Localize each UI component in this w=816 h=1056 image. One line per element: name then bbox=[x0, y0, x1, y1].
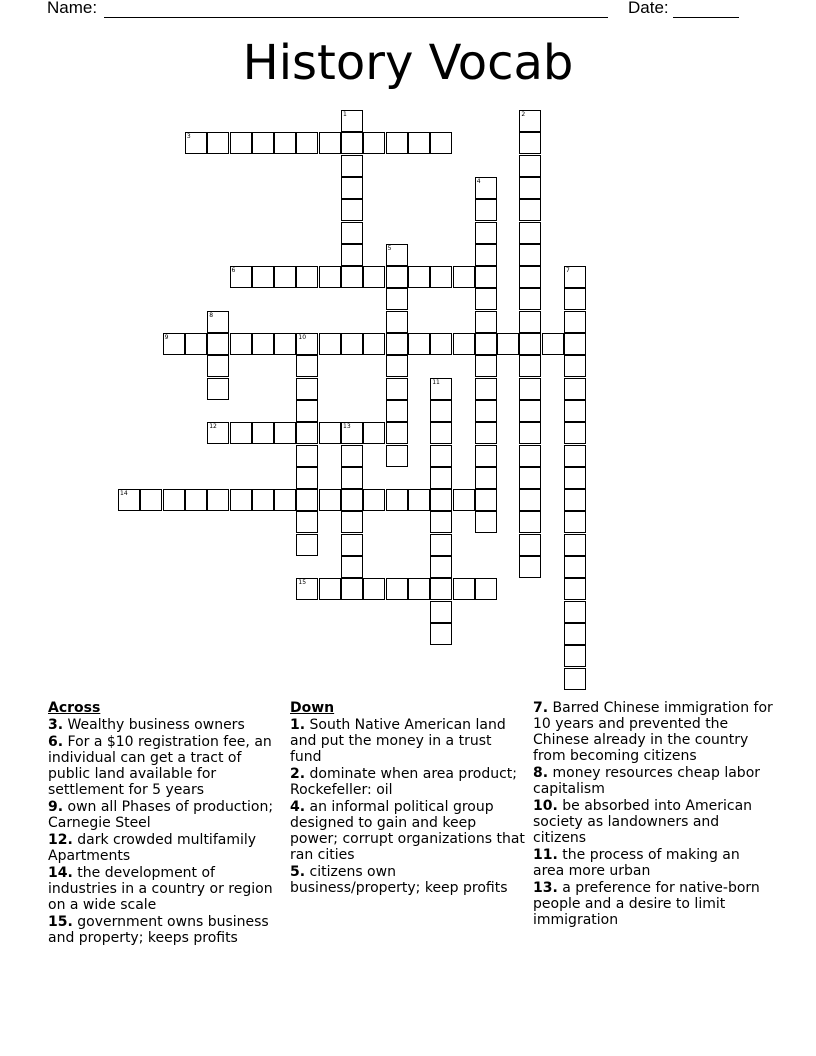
clue-text: South Native American land and put the money in a trust fund bbox=[290, 717, 506, 765]
grid-cell[interactable] bbox=[341, 511, 363, 533]
grid-cell[interactable] bbox=[430, 511, 452, 533]
grid-cell[interactable] bbox=[430, 623, 452, 645]
grid-cell[interactable] bbox=[475, 489, 497, 511]
grid-cell[interactable] bbox=[475, 288, 497, 310]
grid-cell[interactable] bbox=[519, 266, 541, 288]
grid-cell[interactable] bbox=[296, 467, 318, 489]
grid-cell[interactable] bbox=[296, 355, 318, 377]
grid-cell[interactable] bbox=[207, 355, 229, 377]
grid-cell[interactable] bbox=[230, 422, 252, 444]
clue-text: citizens own business/property; keep profits bbox=[290, 864, 508, 896]
clue-item bbox=[533, 798, 773, 846]
grid-cell[interactable] bbox=[564, 601, 586, 623]
grid-cell[interactable] bbox=[564, 511, 586, 533]
across-clues bbox=[48, 700, 284, 947]
grid-cell[interactable] bbox=[519, 288, 541, 310]
grid-cell[interactable] bbox=[408, 266, 430, 288]
clue-number: 12 bbox=[209, 423, 217, 431]
clue-item bbox=[533, 700, 773, 764]
grid-cell[interactable] bbox=[341, 266, 363, 288]
across-heading: Across bbox=[48, 700, 101, 716]
clue-number-label: 11. bbox=[533, 847, 558, 863]
down-clues bbox=[290, 700, 526, 897]
grid-cell[interactable] bbox=[519, 222, 541, 244]
grid-cell[interactable] bbox=[363, 422, 385, 444]
grid-cell[interactable] bbox=[341, 132, 363, 154]
clue-text: be absorbed into American society as landowners and citizens bbox=[533, 798, 753, 846]
clue-text: Wealthy business owners bbox=[63, 717, 245, 733]
grid-cell[interactable] bbox=[386, 489, 408, 511]
grid-cell[interactable] bbox=[185, 333, 207, 355]
clue-number-label: 9. bbox=[48, 799, 64, 815]
grid-cell[interactable] bbox=[363, 489, 385, 511]
clue-number: 2 bbox=[521, 111, 526, 118]
grid-cell[interactable] bbox=[386, 578, 408, 600]
grid-cell[interactable] bbox=[386, 422, 408, 444]
clue-number-label: 1. bbox=[290, 717, 306, 733]
clue-number: 13 bbox=[343, 423, 351, 431]
grid-cell[interactable] bbox=[430, 467, 452, 489]
grid-cell[interactable] bbox=[564, 645, 586, 667]
grid-cell[interactable] bbox=[519, 400, 541, 422]
grid-cell[interactable] bbox=[564, 668, 586, 690]
clue-number-label: 12. bbox=[48, 832, 73, 848]
grid-cell[interactable] bbox=[252, 489, 274, 511]
clue-number-label: 8. bbox=[533, 765, 549, 781]
grid-cell[interactable] bbox=[475, 266, 497, 288]
clue-text: Barred Chinese immigration for 10 years and prevented the Chinese already in the country from becoming citizens bbox=[533, 700, 773, 764]
clue-item bbox=[48, 717, 284, 733]
grid-cell[interactable] bbox=[430, 445, 452, 467]
grid-cell[interactable] bbox=[453, 578, 475, 600]
clue-item bbox=[48, 914, 284, 946]
grid-cell[interactable] bbox=[274, 333, 296, 355]
clue-item bbox=[48, 799, 284, 831]
grid-cell[interactable] bbox=[408, 489, 430, 511]
grid-cell[interactable] bbox=[430, 333, 452, 355]
clue-item bbox=[48, 832, 284, 864]
clue-number-label: 10. bbox=[533, 798, 558, 814]
grid-cell[interactable] bbox=[475, 244, 497, 266]
grid-cell[interactable] bbox=[430, 578, 452, 600]
grid-cell[interactable] bbox=[341, 445, 363, 467]
grid-cell[interactable] bbox=[564, 311, 586, 333]
grid-cell[interactable] bbox=[341, 177, 363, 199]
clue-item bbox=[290, 717, 526, 765]
clue-text: the development of industries in a country or region on a wide scale bbox=[48, 865, 273, 913]
grid-cell[interactable] bbox=[564, 489, 586, 511]
grid-cell[interactable] bbox=[341, 578, 363, 600]
grid-cell[interactable] bbox=[564, 534, 586, 556]
grid-cell[interactable] bbox=[386, 355, 408, 377]
grid-cell[interactable] bbox=[519, 467, 541, 489]
grid-cell[interactable] bbox=[296, 378, 318, 400]
grid-cell[interactable] bbox=[296, 511, 318, 533]
grid-cell[interactable] bbox=[207, 489, 229, 511]
grid-cell[interactable] bbox=[408, 578, 430, 600]
clue-number: 15 bbox=[298, 579, 307, 587]
grid-cell[interactable] bbox=[564, 400, 586, 422]
grid-cell[interactable] bbox=[386, 266, 408, 288]
clue-item bbox=[48, 865, 284, 913]
grid-cell[interactable] bbox=[519, 355, 541, 377]
grid-cell[interactable] bbox=[497, 333, 519, 355]
grid-cell[interactable] bbox=[564, 288, 586, 310]
grid-cell[interactable] bbox=[341, 534, 363, 556]
grid-cell[interactable] bbox=[319, 333, 341, 355]
grid-cell[interactable] bbox=[453, 489, 475, 511]
clue-text: a preference for native-born people and a desire to limit immigration bbox=[533, 880, 760, 928]
grid-cell[interactable] bbox=[564, 422, 586, 444]
grid-cell[interactable] bbox=[341, 155, 363, 177]
grid-cell[interactable] bbox=[341, 489, 363, 511]
grid-cell[interactable] bbox=[519, 177, 541, 199]
grid-cell[interactable] bbox=[519, 132, 541, 154]
clue-number: 14 bbox=[120, 490, 128, 498]
grid-cell[interactable] bbox=[519, 556, 541, 578]
grid-cell[interactable] bbox=[430, 534, 452, 556]
down-clues-continued bbox=[533, 700, 773, 929]
grid-cell[interactable] bbox=[296, 400, 318, 422]
grid-cell[interactable] bbox=[163, 489, 185, 511]
grid-cell[interactable] bbox=[319, 578, 341, 600]
grid-cell[interactable] bbox=[430, 132, 452, 154]
grid-cell[interactable] bbox=[519, 199, 541, 221]
grid-cell[interactable] bbox=[319, 266, 341, 288]
grid-cell[interactable] bbox=[207, 132, 229, 154]
grid-cell[interactable] bbox=[386, 378, 408, 400]
grid-cell[interactable] bbox=[430, 266, 452, 288]
clue-item bbox=[533, 880, 773, 928]
grid-cell[interactable] bbox=[564, 355, 586, 377]
grid-cell[interactable] bbox=[296, 534, 318, 556]
clue-number: 1 bbox=[343, 111, 347, 118]
grid-cell[interactable] bbox=[564, 556, 586, 578]
clue-text: dark crowded multifamily Apartments bbox=[48, 832, 257, 864]
grid-cell[interactable] bbox=[230, 489, 252, 511]
grid-cell[interactable] bbox=[564, 623, 586, 645]
grid-cell[interactable] bbox=[475, 578, 497, 600]
clue-number: 7 bbox=[566, 267, 570, 275]
clue-number-label: 5. bbox=[290, 864, 306, 880]
clue-text: an informal political group designed to gain and keep power; corrupt organizations that ran cities bbox=[290, 799, 525, 863]
page-title: History Vocab bbox=[242, 35, 574, 91]
grid-cell[interactable] bbox=[341, 244, 363, 266]
grid-cell[interactable] bbox=[252, 132, 274, 154]
grid-cell[interactable] bbox=[296, 422, 318, 444]
clue-number-label: 3. bbox=[48, 717, 64, 733]
clue-number: 6 bbox=[231, 267, 236, 275]
clue-text: government owns business and property; keeps profits bbox=[48, 914, 269, 946]
grid-cell[interactable] bbox=[475, 222, 497, 244]
grid-cell[interactable] bbox=[564, 578, 586, 600]
grid-cell[interactable] bbox=[475, 467, 497, 489]
grid-cell[interactable] bbox=[519, 511, 541, 533]
grid-cell[interactable] bbox=[542, 333, 564, 355]
grid-cell[interactable] bbox=[296, 489, 318, 511]
grid-cell[interactable] bbox=[564, 445, 586, 467]
clue-number-label: 2. bbox=[290, 766, 306, 782]
grid-cell[interactable] bbox=[564, 467, 586, 489]
grid-cell[interactable] bbox=[341, 222, 363, 244]
grid-cell[interactable] bbox=[430, 489, 452, 511]
grid-cell[interactable] bbox=[386, 445, 408, 467]
grid-cell[interactable] bbox=[430, 601, 452, 623]
grid-cell[interactable] bbox=[363, 266, 385, 288]
clue-number-label: 15. bbox=[48, 914, 73, 930]
grid-cell[interactable] bbox=[475, 422, 497, 444]
grid-cell[interactable] bbox=[252, 333, 274, 355]
clue-text: the process of making an area more urban bbox=[533, 847, 740, 879]
clue-number: 10 bbox=[298, 334, 307, 341]
grid-cell[interactable] bbox=[230, 333, 252, 355]
grid-cell[interactable] bbox=[207, 378, 229, 400]
grid-cell[interactable] bbox=[386, 400, 408, 422]
grid-cell[interactable] bbox=[408, 333, 430, 355]
grid-cell[interactable] bbox=[408, 132, 430, 154]
clue-number: 9 bbox=[164, 334, 169, 341]
grid-cell[interactable] bbox=[430, 400, 452, 422]
clue-number-label: 4. bbox=[290, 799, 306, 815]
clue-number: 8 bbox=[209, 311, 214, 319]
grid-cell[interactable] bbox=[386, 311, 408, 333]
grid-cell[interactable] bbox=[519, 333, 541, 355]
clue-number: 5 bbox=[387, 244, 392, 252]
clue-number: 11 bbox=[432, 378, 440, 386]
grid-cell[interactable] bbox=[140, 489, 162, 511]
grid-cell[interactable] bbox=[475, 311, 497, 333]
grid-cell[interactable] bbox=[475, 445, 497, 467]
grid-cell[interactable] bbox=[252, 422, 274, 444]
clue-number-label: 13. bbox=[533, 880, 558, 896]
grid-cell[interactable] bbox=[363, 132, 385, 154]
grid-cell[interactable] bbox=[230, 132, 252, 154]
grid-cell[interactable] bbox=[207, 333, 229, 355]
clue-text: money resources cheap labor capitalism bbox=[533, 765, 761, 797]
grid-cell[interactable] bbox=[519, 422, 541, 444]
down-heading: Down bbox=[290, 700, 335, 716]
clue-text: For a $10 registration fee, an individual can get a tract of public land available for settlement for 5 years bbox=[48, 734, 272, 798]
clue-item bbox=[290, 864, 526, 896]
grid-cell[interactable] bbox=[430, 422, 452, 444]
clue-number: 3 bbox=[186, 133, 191, 141]
grid-cell[interactable] bbox=[341, 199, 363, 221]
date-label: Date: bbox=[628, 0, 669, 17]
grid-cell[interactable] bbox=[274, 422, 296, 444]
grid-cell[interactable] bbox=[519, 489, 541, 511]
grid-cell[interactable] bbox=[341, 467, 363, 489]
grid-cell[interactable] bbox=[519, 311, 541, 333]
grid-cell[interactable] bbox=[252, 266, 274, 288]
clue-number-label: 7. bbox=[533, 700, 549, 716]
grid-cell[interactable] bbox=[274, 132, 296, 154]
grid-cell[interactable] bbox=[475, 355, 497, 377]
clue-item bbox=[290, 766, 526, 798]
grid-cell[interactable] bbox=[430, 556, 452, 578]
clue-item bbox=[533, 765, 773, 797]
clue-number-label: 6. bbox=[48, 734, 64, 750]
grid-cell[interactable] bbox=[341, 333, 363, 355]
grid-cell[interactable] bbox=[519, 534, 541, 556]
clue-number-label: 14. bbox=[48, 865, 73, 881]
grid-cell[interactable] bbox=[519, 155, 541, 177]
grid-cell[interactable] bbox=[319, 422, 341, 444]
name-label: Name: bbox=[47, 0, 98, 17]
grid-cell[interactable] bbox=[363, 578, 385, 600]
grid-cell[interactable] bbox=[296, 445, 318, 467]
grid-cell[interactable] bbox=[564, 333, 586, 355]
clue-text: own all Phases of production; Carnegie Steel bbox=[48, 799, 274, 831]
grid-cell[interactable] bbox=[519, 445, 541, 467]
grid-cell[interactable] bbox=[475, 511, 497, 533]
grid-cell[interactable] bbox=[386, 333, 408, 355]
grid-cell[interactable] bbox=[319, 132, 341, 154]
grid-cell[interactable] bbox=[274, 266, 296, 288]
grid-cell[interactable] bbox=[341, 556, 363, 578]
grid-cell[interactable] bbox=[296, 132, 318, 154]
grid-cell[interactable] bbox=[386, 132, 408, 154]
grid-cell[interactable] bbox=[475, 378, 497, 400]
grid-cell[interactable] bbox=[363, 333, 385, 355]
grid-cell[interactable] bbox=[274, 489, 296, 511]
grid-cell[interactable] bbox=[475, 333, 497, 355]
grid-cell[interactable] bbox=[319, 489, 341, 511]
clue-text: dominate when area product; Rockefeller: oil bbox=[290, 766, 517, 798]
clue-item bbox=[48, 734, 284, 798]
grid-cell[interactable] bbox=[519, 378, 541, 400]
grid-cell[interactable] bbox=[453, 266, 475, 288]
grid-cell[interactable] bbox=[185, 489, 207, 511]
grid-cell[interactable] bbox=[519, 244, 541, 266]
grid-cell[interactable] bbox=[296, 266, 318, 288]
grid-cell[interactable] bbox=[475, 400, 497, 422]
grid-cell[interactable] bbox=[386, 288, 408, 310]
grid-cell[interactable] bbox=[564, 378, 586, 400]
grid-cell[interactable] bbox=[453, 333, 475, 355]
clue-number: 4 bbox=[476, 177, 481, 185]
grid-cell[interactable] bbox=[475, 199, 497, 221]
clue-item bbox=[290, 799, 526, 863]
clue-item bbox=[533, 847, 773, 879]
